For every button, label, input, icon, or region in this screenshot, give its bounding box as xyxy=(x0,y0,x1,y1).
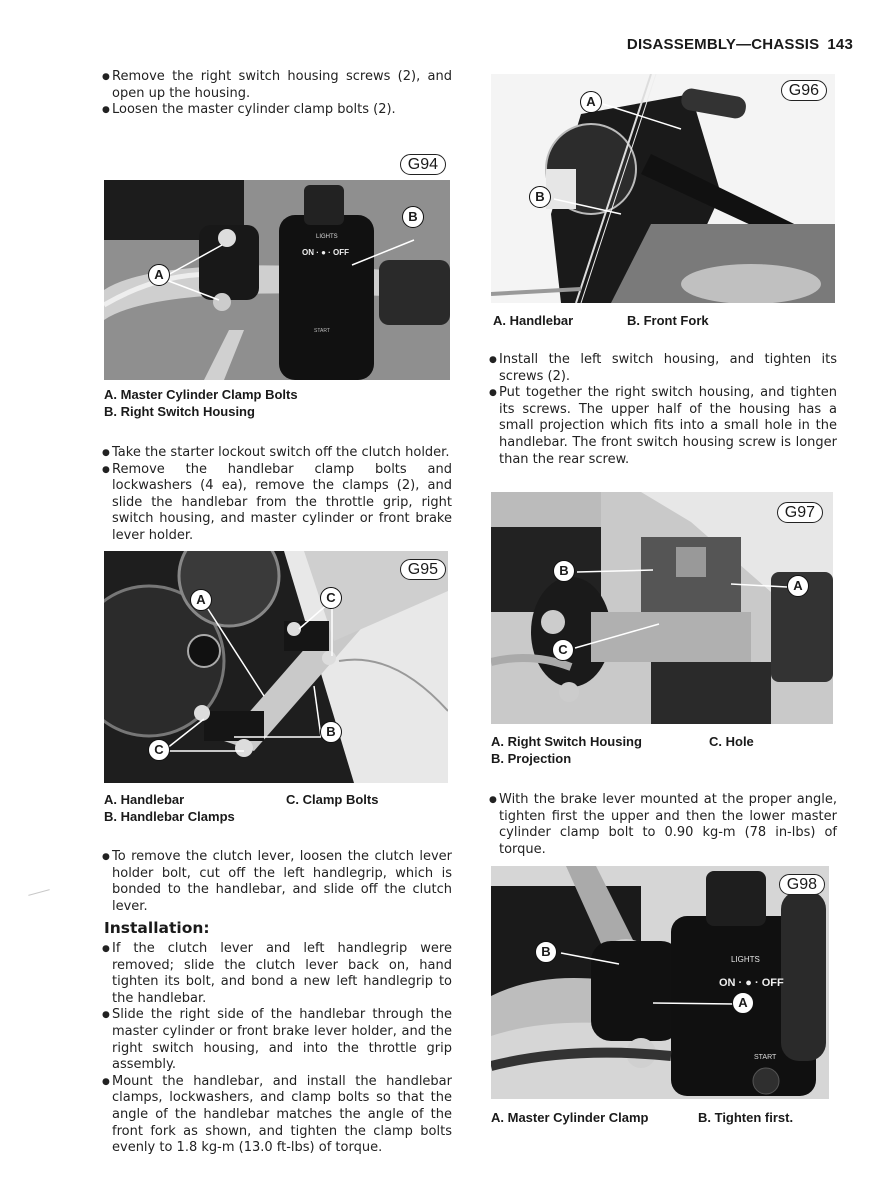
step-item: ● Remove the right switch housing screws (2), and open up the housing. xyxy=(104,69,452,102)
step-item: ● Slide the right side of the handlebar through the master cylinder or front brake lever holder, and the right switch housing, and into the throttle grip assembly. xyxy=(104,1007,452,1073)
removal-steps xyxy=(104,445,452,545)
callout-b: B xyxy=(529,186,551,208)
callout-a: A xyxy=(190,589,212,611)
caption-b: B. Front Fork xyxy=(627,313,709,328)
caption-g96 xyxy=(493,312,837,329)
figure-label: G98 xyxy=(779,874,825,895)
photo-text-on-off: ON · ● · OFF xyxy=(719,977,784,989)
step-item: ● Install the left switch housing, and tighten its screws (2). xyxy=(491,352,837,385)
photo-text-start: START xyxy=(314,328,330,334)
switch-steps xyxy=(491,352,837,468)
caption-a: A. Master Cylinder Clamp xyxy=(491,1110,649,1125)
figure-label: G96 xyxy=(781,80,827,101)
callout-b: B xyxy=(320,721,342,743)
photo-text-lights: LIGHTS xyxy=(316,234,338,240)
callout-b: B xyxy=(535,941,557,963)
caption-c: C. Hole xyxy=(709,734,754,749)
step-item: ● Take the starter lockout switch off the clutch holder. xyxy=(104,445,452,462)
figure-label: G95 xyxy=(400,559,446,580)
photo-text-lights: LIGHTS xyxy=(731,955,760,964)
figure-g98 xyxy=(491,866,829,1099)
step-item: ● If the clutch lever and left handlegrip were removed; slide the clutch lever back on, hand tighten its bolt, and bond a new left handlegrip to the handlebar. xyxy=(104,941,452,1007)
caption-a: A. Master Cylinder Clamp Bolts xyxy=(104,387,298,402)
callout-a: A xyxy=(580,91,602,113)
photo-text-start: START xyxy=(754,1054,777,1061)
caption-a: A. Handlebar xyxy=(493,313,574,328)
figure-g97 xyxy=(491,492,833,724)
caption-b: B. Right Switch Housing xyxy=(104,404,255,419)
callout-a: A xyxy=(732,992,754,1014)
caption-g98 xyxy=(491,1109,835,1126)
figure-label: G97 xyxy=(777,502,823,523)
callout-a: A xyxy=(148,264,170,286)
caption-b: B. Handlebar Clamps xyxy=(104,809,235,824)
section-title: DISASSEMBLY—CHASSIS xyxy=(626,36,820,53)
figure-g96 xyxy=(491,74,835,303)
figure-g95 xyxy=(104,551,448,783)
caption-g97 xyxy=(491,733,835,767)
caption-a: A. Handlebar xyxy=(104,792,185,807)
step-item: ● Remove the handlebar clamp bolts and lockwashers (4 ea), remove the clamps (2), and slide the handlebar from the throttle grip, right switch housing, and master cylinder or front brake lever holder. xyxy=(104,462,452,545)
callout-c: C xyxy=(148,739,170,761)
step-item: ● Mount the handlebar, and install the handlebar clamps, lockwashers, and clamp bolts so that the angle of the handlebar matches the angle of the front fork as shown, and tighten the clamp bolts evenly to 1.8 kg-m (13.0 ft-lbs) of torque. xyxy=(104,1074,452,1157)
page-number: 143 xyxy=(827,36,853,53)
caption-a: A. Right Switch Housing xyxy=(491,734,642,749)
installation-steps xyxy=(104,941,452,1157)
figure-g94 xyxy=(104,152,450,380)
installation-heading: Installation: xyxy=(104,919,210,937)
caption-c: C. Clamp Bolts xyxy=(286,792,379,807)
step-item: ● With the brake lever mounted at the proper angle, tighten first the upper and then the lower master cylinder clamp bolt to 0.90 kg-m (78 in-lbs) of torque. xyxy=(491,792,837,858)
scan-mark xyxy=(28,889,50,896)
caption-b: B. Projection xyxy=(491,751,572,766)
intro-steps xyxy=(104,69,452,119)
caption-g94 xyxy=(104,386,450,420)
running-header xyxy=(627,36,853,53)
callout-a: A xyxy=(787,575,809,597)
step-item: ● Loosen the master cylinder clamp bolts (2). xyxy=(104,102,452,119)
caption-g95 xyxy=(104,791,450,825)
callout-c: C xyxy=(552,639,574,661)
step-item: ● Put together the right switch housing, and tighten its screws. The upper half of the housing has a small projection which fits into a small hole in the handlebar. The front switch housing screw is longer than the rear screw. xyxy=(491,385,837,468)
step-item: ● To remove the clutch lever, loosen the clutch lever holder bolt, cut off the left handlegrip, which is bonded to the handlebar, and slide off the clutch lever. xyxy=(104,849,452,915)
photo-text-on-off: ON · ● · OFF xyxy=(302,248,350,257)
callout-b: B xyxy=(402,206,424,228)
figure-label: G94 xyxy=(400,154,446,175)
photo-right-switch-housing xyxy=(104,180,450,380)
callout-c: C xyxy=(320,587,342,609)
caption-b: B. Tighten first. xyxy=(698,1110,794,1125)
brake-step xyxy=(491,792,837,858)
clutch-step xyxy=(104,849,452,915)
callout-b: B xyxy=(553,560,575,582)
